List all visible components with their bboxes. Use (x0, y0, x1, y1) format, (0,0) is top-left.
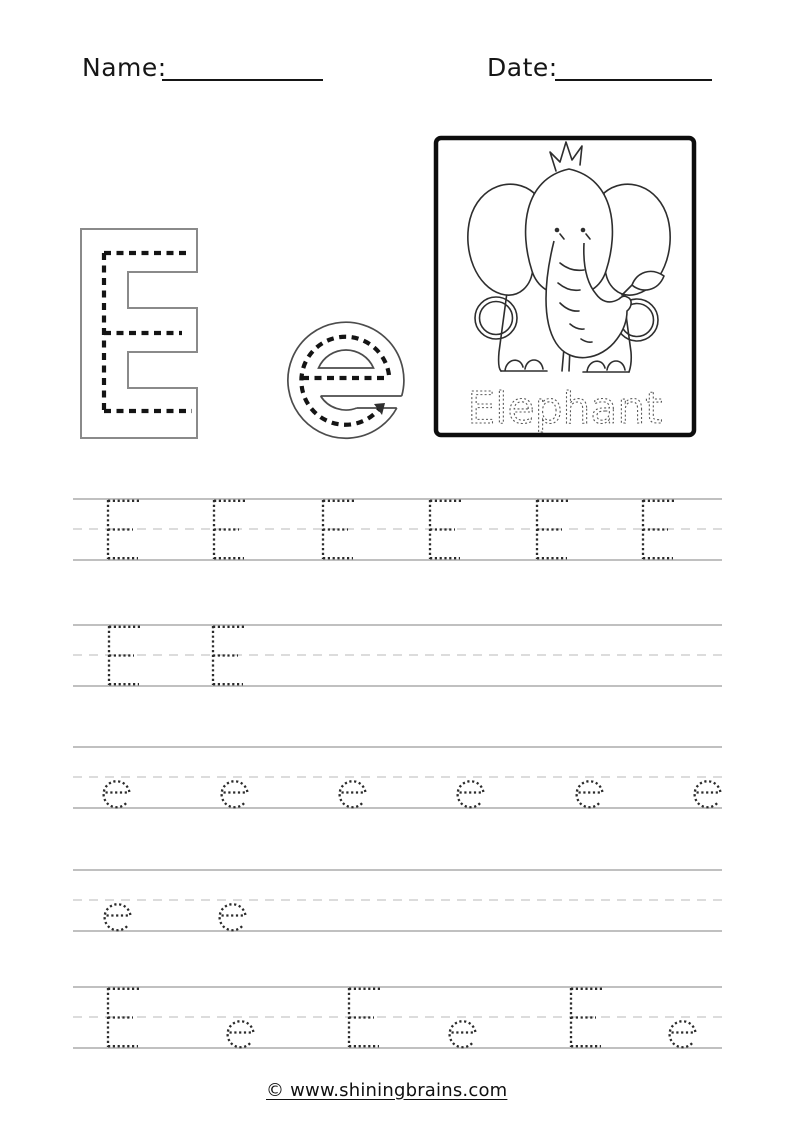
elephant-left-eye (555, 228, 560, 233)
trace-letter-E (108, 988, 140, 1047)
elephant-left-ear (468, 184, 534, 295)
name-label: Name: (82, 53, 167, 82)
trace-letter-E (323, 500, 355, 559)
guide-line-top-bottom (73, 499, 722, 560)
trace-letter-E (109, 626, 141, 685)
trace-letter-e (695, 781, 721, 807)
elephant-left-foot-circle (475, 297, 517, 339)
elephant-illustration (433, 135, 697, 438)
practice-row (73, 747, 722, 808)
practice-row (73, 987, 722, 1048)
trace-letter-E (214, 500, 246, 559)
trace-letter-E (108, 500, 140, 559)
practice-row (73, 625, 722, 686)
trace-letter-e (228, 1021, 254, 1047)
big-letter-uppercase (78, 226, 202, 442)
elephant-right-eye (581, 228, 586, 233)
trace-letter-e (577, 781, 603, 807)
picture-caption: Elephant (467, 383, 663, 434)
trace-letter-e (222, 781, 248, 807)
trace-letter-E (213, 626, 245, 685)
trace-letter-e (220, 904, 246, 930)
trace-letter-e (670, 1021, 696, 1047)
footer-credit-link[interactable]: © www.shiningbrains.com (266, 1080, 508, 1101)
picture-card (433, 135, 697, 438)
guide-line-top-bottom (73, 987, 722, 1048)
elephant-hair-tuft (550, 142, 582, 171)
big-letter-lowercase (285, 320, 411, 442)
trace-letter-e (105, 904, 131, 930)
practice-row (73, 870, 722, 931)
trace-letter-E (643, 500, 675, 559)
trace-letter-e (450, 1021, 476, 1047)
guide-line-top-bottom (73, 747, 722, 808)
date-label: Date: (487, 53, 558, 82)
date-blank-line (555, 64, 712, 81)
trace-letter-e (104, 781, 130, 807)
name-blank-line (162, 64, 323, 81)
trace-letter-E (537, 500, 569, 559)
trace-letter-E (349, 988, 381, 1047)
trace-letter-E (430, 500, 462, 559)
trace-letter-E (571, 988, 603, 1047)
practice-row (73, 499, 722, 560)
letter-outline (288, 322, 404, 438)
guide-line-top-bottom (73, 625, 722, 686)
trace-letter-e (458, 781, 484, 807)
guide-line-top-bottom (73, 870, 722, 931)
trace-letter-e (340, 781, 366, 807)
trace-arrowhead (374, 403, 385, 415)
